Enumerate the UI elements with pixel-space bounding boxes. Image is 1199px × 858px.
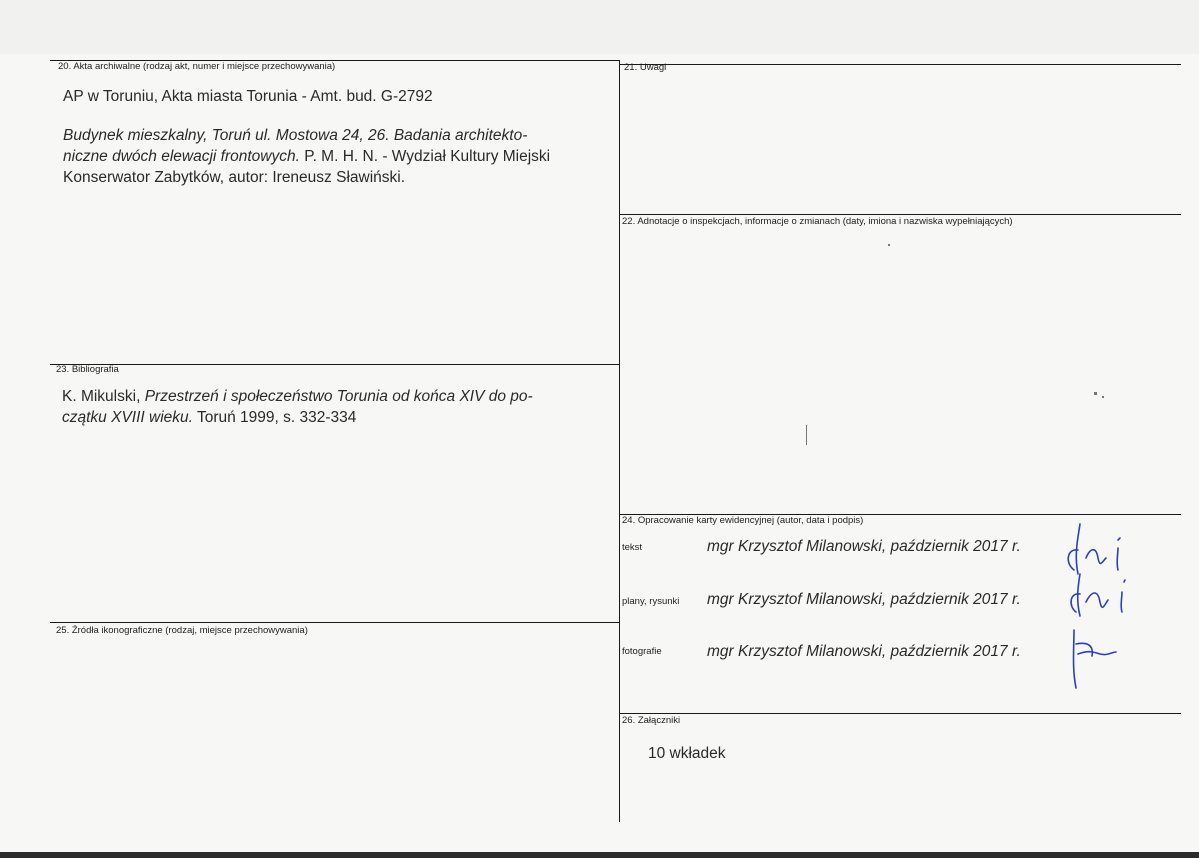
author-row-value-text: mgr Krzysztof Milanowski, październik 2017 r.: [707, 538, 1021, 555]
rule-26: [620, 713, 1181, 714]
rule-top-right: [620, 64, 1181, 65]
center-divider: [619, 60, 620, 822]
section-23-bibliography: [62, 386, 612, 428]
scan-speck: [888, 244, 890, 246]
section-23-author: K. Mikulski,: [62, 388, 145, 405]
scan-speck: [1094, 392, 1097, 395]
rule-22: [620, 214, 1181, 215]
section-23-line2: [62, 407, 612, 428]
section-20-desc-line2: [63, 146, 613, 167]
section-20-desc-line2-italic: niczne dwóch elewacji frontowych.: [63, 148, 300, 165]
section-21-label: 21. Uwagi: [624, 62, 667, 73]
section-23-pub: Toruń 1999, s. 332-334: [192, 409, 357, 426]
rule-25: [50, 622, 620, 623]
section-26-label: 26. Załączniki: [622, 715, 681, 726]
section-20-desc-line1: Budynek mieszkalny, Toruń ul. Mostowa 24, 26. Badania architekto-: [63, 127, 528, 144]
scan-speck: [1102, 396, 1104, 398]
section-20-desc-line2-normal: P. M. H. N. - Wydział Kultury Miejski: [299, 148, 551, 165]
section-20-archive-line: AP w Toruniu, Akta miasta Torunia - Amt. bud. G-2792: [63, 88, 433, 105]
paper-top-band: [0, 0, 1199, 54]
section-23-title-part1: Przestrzeń i społeczeństwo Torunia od końca XIV do po-: [144, 388, 533, 405]
section-20-description: [63, 125, 613, 188]
rule-23: [50, 364, 620, 365]
author-row-value-photos: mgr Krzysztof Milanowski, październik 2017 r.: [707, 643, 1021, 660]
section-22-label: 22. Adnotacje o inspekcjach, informacje o zmianach (daty, imiona i nazwiska wypełniających): [622, 216, 1013, 227]
section-24-label: 24. Opracowanie karty ewidencyjnej (autor, data i podpis): [622, 515, 864, 526]
section-23-title-part2: czątku XVIII wieku.: [62, 409, 193, 426]
author-row-label-text: tekst: [622, 542, 643, 553]
signature-icon-3: [1064, 624, 1134, 690]
signature-icon-2: [1062, 570, 1142, 630]
section-25-label: 25. Źródła ikonograficzne (rodzaj, miejsce przechowywania): [56, 625, 308, 636]
scan-bottom-edge: [0, 852, 1199, 858]
author-row-label-plans: plany, rysunki: [622, 596, 680, 607]
section-20-desc-line3: Konserwator Zabytków, autor: Ireneusz Sławiński.: [63, 169, 406, 186]
scan-speck: [806, 425, 807, 445]
section-23-label: 23. Bibliografia: [56, 364, 119, 375]
section-23-line1: [62, 386, 612, 407]
author-row-label-photos: fotografie: [622, 646, 662, 657]
section-26-attachments: 10 wkładek: [648, 745, 726, 762]
section-20-label: 20. Akta archiwalne (rodzaj akt, numer i miejsce przechowywania): [58, 61, 336, 72]
author-row-value-plans: mgr Krzysztof Milanowski, październik 2017 r.: [707, 591, 1021, 608]
